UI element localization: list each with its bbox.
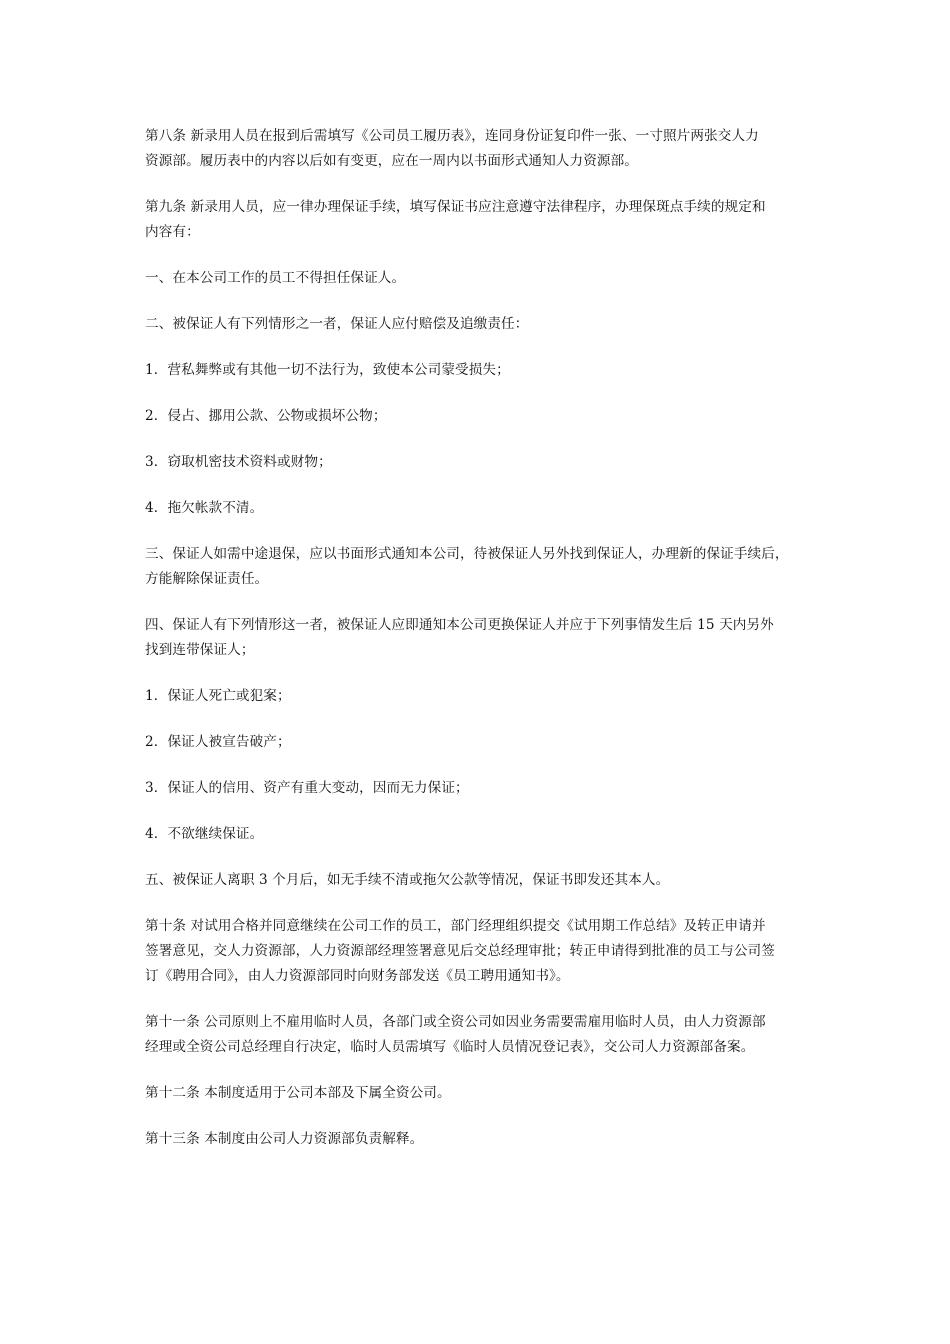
- text-line: 二、被保证人有下列情形之一者，保证人应付赔偿及追缴责任：: [145, 316, 529, 332]
- text-line: 第九条 新录用人员，应一律办理保证手续，填写保证书应注意遵守法律程序，办理保斑点手续的规定和: [145, 199, 766, 215]
- text-line: 3．保证人的信用、资产有重大变动，因而无力保证；: [145, 780, 469, 796]
- list-item: [145, 776, 817, 801]
- paragraph-article-13: [145, 1127, 817, 1152]
- text-line: 2．保证人被宣告破产；: [145, 734, 291, 750]
- text-line: 方能解除保证责任。: [145, 571, 269, 587]
- paragraph-article-8: [145, 124, 817, 174]
- paragraph-article-10: [145, 914, 817, 989]
- document-body: [145, 124, 817, 1173]
- text-line: 第十一条 公司原则上不雇用临时人员，各部门或全资公司如因业务需要需雇用临时人员，由人力资源部: [145, 1014, 766, 1030]
- text-line: 4．不欲继续保证。: [145, 826, 264, 842]
- text-line: 找到连带保证人；: [145, 642, 255, 658]
- text-line: 1．保证人死亡或犯案；: [145, 688, 291, 704]
- text-line: 订《聘用合同》，由人力资源部同时向财务部发送《员工聘用通知书》。: [145, 968, 570, 984]
- text-line: 四、保证人有下列情形这一者，被保证人应即通知本公司更换保证人并应于下列事情发生后 15 天内另外: [145, 617, 774, 633]
- text-line: 第十条 对试用合格并同意继续在公司工作的员工，部门经理组织提交《试用期工作总结》及转正申请并: [145, 918, 766, 934]
- text-line: 第八条 新录用人员在报到后需填写《公司员工履历表》，连同身份证复印件一张、一寸照片两张交人力: [145, 128, 759, 144]
- list-item: [145, 822, 817, 847]
- text-line: 2．侵占、挪用公款、公物或损坏公物；: [145, 408, 387, 424]
- list-item: [145, 450, 817, 475]
- list-item: [145, 684, 817, 709]
- text-line: 经理或全资公司总经理自行决定，临时人员需填写《临时人员情况登记表》，交公司人力资源部备案。: [145, 1039, 755, 1055]
- list-item: [145, 730, 817, 755]
- list-item: [145, 358, 817, 383]
- paragraph-article-9: [145, 195, 817, 245]
- text-line: 一、在本公司工作的员工不得担任保证人。: [145, 270, 406, 286]
- paragraph-clause-1: [145, 266, 817, 291]
- text-line: 五、被保证人离职 3 个月后，如无手续不清或拖欠公款等情况，保证书即发还其本人。: [145, 872, 670, 888]
- text-line: 第十二条 本制度适用于公司本部及下属全资公司。: [145, 1085, 451, 1101]
- text-line: 三、保证人如需中途退保，应以书面形式通知本公司，待被保证人另外找到保证人，办理新的保证手续后，: [145, 546, 789, 562]
- paragraph-clause-4: [145, 613, 817, 663]
- paragraph-clause-2: [145, 312, 817, 337]
- text-line: 内容有：: [145, 224, 200, 240]
- paragraph-article-11: [145, 1010, 817, 1060]
- text-line: 资源部。履历表中的内容以后如有变更，应在一周内以书面形式通知人力资源部。: [145, 153, 638, 169]
- paragraph-clause-3: [145, 542, 817, 592]
- text-line: 签署意见，交人力资源部，人力资源部经理签署意见后交总经理审批；转正申请得到批准的员工与公司签: [145, 943, 775, 959]
- list-item: [145, 496, 817, 521]
- list-item: [145, 404, 817, 429]
- text-line: 第十三条 本制度由公司人力资源部负责解释。: [145, 1131, 424, 1147]
- paragraph-article-12: [145, 1081, 817, 1106]
- paragraph-clause-5: [145, 868, 817, 893]
- text-line: 4．拖欠帐款不清。: [145, 500, 264, 516]
- text-line: 1．营私舞弊或有其他一切不法行为，致使本公司蒙受损失；: [145, 362, 510, 378]
- text-line: 3．窃取机密技术资料或财物；: [145, 454, 332, 470]
